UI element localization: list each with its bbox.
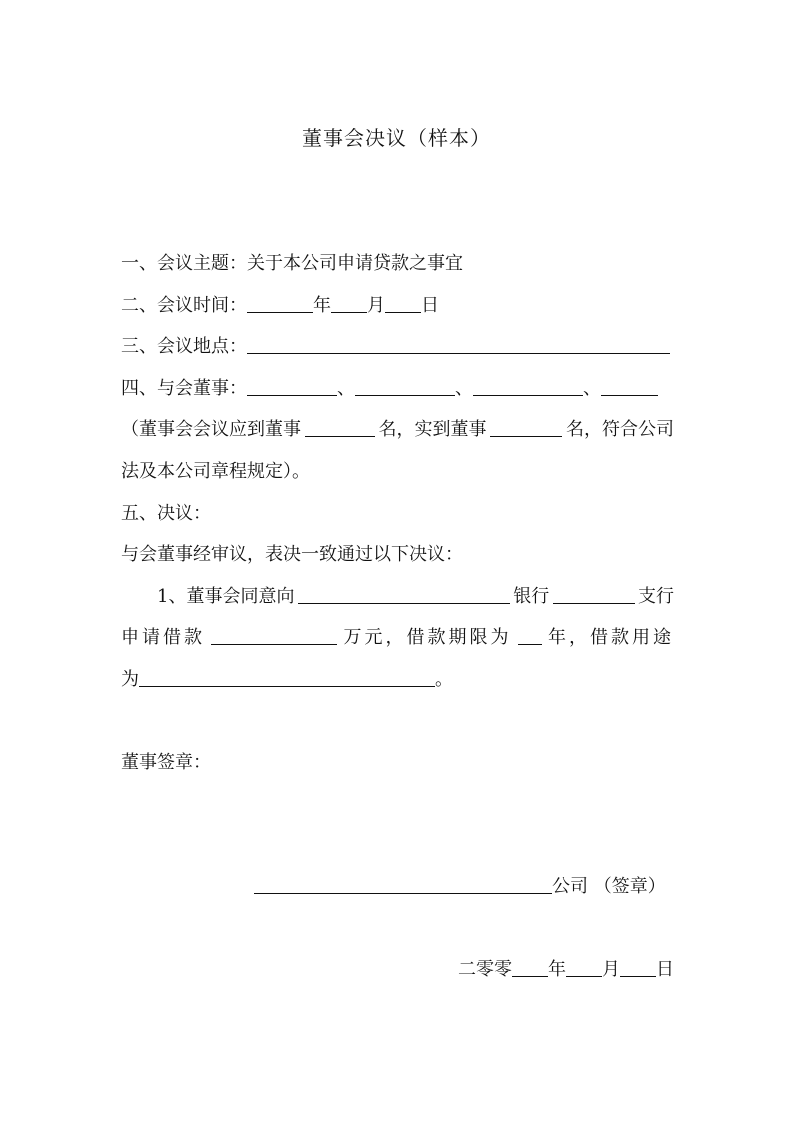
date-year-blank[interactable] — [512, 958, 548, 977]
meeting-time-label: 二、会议时间： — [121, 295, 247, 316]
resolution-1-line-1 — [157, 585, 674, 609]
date-month-label: 月 — [602, 959, 620, 980]
loan-term-blank[interactable] — [518, 626, 542, 645]
loan-purpose-blank[interactable] — [139, 668, 435, 687]
resolution-1-h: 。 — [435, 669, 453, 690]
date-year-label: 年 — [548, 959, 566, 980]
meeting-month-label: 月 — [367, 295, 385, 316]
director-sep-1: 、 — [337, 378, 355, 399]
directors-line — [121, 377, 674, 401]
meeting-place-label: 三、会议地点： — [121, 336, 247, 357]
directors-note-p3: 名，符合公司 — [566, 419, 674, 440]
meeting-place-blank[interactable] — [247, 335, 670, 354]
required-directors-blank[interactable] — [305, 418, 375, 437]
director-blank-3[interactable] — [473, 377, 583, 396]
date-day-blank[interactable] — [620, 958, 656, 977]
meeting-month-blank[interactable] — [331, 294, 367, 313]
resolution-1-e: 万元，借款期限为 — [343, 627, 512, 648]
loan-amount-blank[interactable] — [211, 626, 337, 645]
resolution-intro: 与会董事经审议，表决一致通过以下决议： — [121, 544, 463, 565]
resolution-1-line-2 — [121, 626, 674, 650]
branch-name-blank[interactable] — [553, 585, 635, 604]
date-prefix: 二零零 — [458, 959, 512, 980]
resolution-1-line-3 — [121, 668, 674, 692]
directors-label: 四、与会董事： — [121, 378, 247, 399]
director-blank-4[interactable] — [601, 377, 658, 396]
resolution-1-d: 申请借款 — [121, 627, 205, 648]
meeting-year-blank[interactable] — [247, 294, 313, 313]
date-day-label: 日 — [656, 959, 674, 980]
company-name-blank[interactable] — [254, 875, 552, 894]
director-blank-2[interactable] — [355, 377, 455, 396]
present-directors-blank[interactable] — [490, 418, 562, 437]
date-line — [450, 958, 674, 982]
resolution-1-g: 为 — [121, 669, 139, 690]
directors-note-line — [121, 418, 674, 442]
directors-note-p1: （董事会会议应到董事 — [121, 419, 301, 440]
resolution-1-f: 年，借款用途 — [548, 627, 674, 648]
resolution-heading: 五、决议： — [121, 503, 211, 524]
company-stamp-label: 公司 （签章） — [552, 876, 666, 897]
meeting-place-line — [121, 335, 674, 359]
resolution-1-a: 1、董事会同意向 — [157, 586, 295, 607]
meeting-topic-value: 关于本公司申请贷款之事宜 — [247, 253, 463, 274]
date-month-blank[interactable] — [566, 958, 602, 977]
document-title: 董事会决议（样本） — [302, 126, 491, 150]
meeting-day-label: 日 — [421, 295, 439, 316]
directors-note-line-2: 法及本公司章程规定）。 — [121, 461, 310, 482]
resolution-1-b: 银行 — [513, 586, 550, 607]
resolution-1-c: 支行 — [637, 586, 674, 607]
company-stamp-line — [254, 875, 674, 899]
director-blank-1[interactable] — [247, 377, 337, 396]
director-signature-label: 董事签章： — [121, 752, 211, 773]
meeting-year-label: 年 — [313, 295, 331, 316]
director-sep-2: 、 — [455, 378, 473, 399]
director-sep-3: 、 — [583, 378, 601, 399]
meeting-day-blank[interactable] — [385, 294, 421, 313]
meeting-topic-line — [121, 252, 674, 276]
directors-note-p2: 名，实到董事 — [378, 419, 487, 440]
bank-name-blank[interactable] — [298, 585, 510, 604]
meeting-topic-label: 一、会议主题： — [121, 253, 247, 274]
meeting-time-line — [121, 294, 674, 318]
